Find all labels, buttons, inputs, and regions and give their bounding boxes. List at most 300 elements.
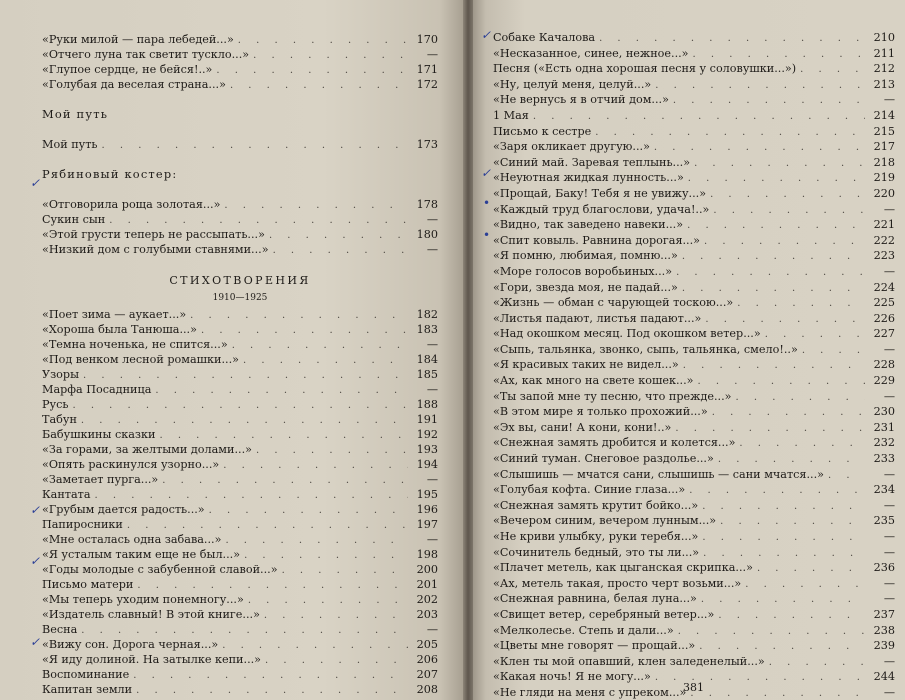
dot-leader — [273, 243, 408, 258]
dot-leader — [703, 546, 865, 562]
toc-entry — [42, 592, 438, 607]
toc-entry — [42, 577, 438, 592]
toc-entry — [493, 623, 895, 639]
right-contents-list — [493, 30, 895, 700]
entry-page-number: 222 — [873, 233, 895, 247]
toc-entry — [42, 457, 438, 472]
entry-title: «Я красивых таких не видел...» — [493, 358, 679, 372]
toc-entry — [42, 502, 438, 517]
toc-entry — [42, 322, 438, 337]
dot-leader — [694, 156, 865, 172]
toc-entry — [493, 139, 895, 155]
entry-title: Собаке Качалова — [493, 31, 596, 44]
entry-page-number: 218 — [873, 155, 895, 169]
entry-title: «Поет зима — аукает...» — [42, 308, 187, 321]
entry-page-number: 210 — [873, 31, 895, 44]
toc-entry — [493, 560, 895, 576]
entry-page-number: — — [426, 213, 438, 226]
toc-entry — [493, 357, 895, 373]
section-years: 1910—1925 — [212, 293, 268, 303]
entry-title: «Темна ноченька, не спится...» — [42, 338, 228, 351]
section-title: СТИХОТВОРЕНИЯ — [169, 274, 311, 287]
toc-entry — [42, 197, 438, 212]
toc-entry — [493, 295, 895, 311]
dot-leader — [81, 413, 408, 428]
entry-title: Капитан земли — [42, 683, 133, 696]
entry-page-number: 193 — [416, 443, 438, 456]
pen-dot-icon: • — [483, 228, 491, 242]
entry-title: «Низкий дом с голубыми ставнями...» — [42, 243, 269, 256]
entry-page-number: 196 — [416, 503, 438, 516]
toc-entry — [493, 77, 895, 93]
entry-title: «Море голосов воробьиных...» — [493, 264, 673, 278]
toc-entry — [493, 217, 895, 233]
dot-leader — [689, 483, 865, 499]
dot-leader — [224, 198, 408, 213]
toc-entry — [42, 242, 438, 257]
entry-title: «Не гляди на меня с упреком...» — [493, 685, 687, 699]
entry-title: «Хороша была Танюша...» — [42, 323, 197, 336]
dot-leader — [682, 249, 865, 265]
entry-page-number: 208 — [416, 683, 438, 696]
entry-page-number: 219 — [873, 171, 895, 185]
dot-leader — [673, 93, 865, 109]
spacer — [42, 152, 438, 167]
dot-leader — [688, 171, 865, 187]
entry-title: «Голубая кофта. Синие глаза...» — [493, 483, 686, 497]
entry-page-number: — — [883, 685, 895, 699]
dot-leader — [264, 608, 408, 623]
entry-title: «Не криви улыбку, руки теребя...» — [493, 530, 699, 543]
toc-entry — [493, 607, 895, 623]
entry-page-number: 201 — [416, 578, 438, 591]
toc-entry — [493, 467, 895, 483]
entry-title: «За горами, за желтыми долами...» — [42, 443, 252, 456]
toc-entry — [493, 591, 895, 607]
dot-leader — [72, 398, 408, 413]
entry-title: «Какая ночь! Я не могу...» — [493, 670, 651, 684]
pen-checkmark-icon: ✓ — [481, 166, 492, 180]
entry-page-number: 223 — [873, 249, 895, 263]
dot-leader — [705, 312, 865, 328]
entry-page-number: — — [426, 473, 438, 486]
dot-leader — [209, 503, 408, 518]
entry-page-number: 207 — [416, 668, 438, 681]
entry-title: «Гори, звезда моя, не падай...» — [493, 280, 678, 294]
dot-leader — [720, 514, 865, 530]
toc-entry — [493, 248, 895, 264]
entry-title: «Свищет ветер, серебряный ветер...» — [493, 607, 715, 621]
toc-entry — [42, 607, 438, 622]
entry-page-number: 234 — [873, 483, 895, 497]
toc-entry — [493, 46, 895, 62]
entry-page-number: 191 — [416, 413, 438, 426]
entry-title: «Глупое сердце, не бейся!..» — [42, 63, 213, 76]
book-gutter — [463, 0, 473, 700]
entry-title: «Видно, так заведено навеки...» — [493, 218, 684, 232]
dot-leader — [256, 443, 408, 458]
entry-page-number: 178 — [416, 198, 438, 211]
dot-leader — [690, 686, 865, 700]
entry-page-number: 180 — [416, 228, 438, 241]
toc-entry — [42, 227, 438, 242]
toc-entry — [493, 545, 895, 561]
entry-title: «Неуютная жидкая лунность...» — [493, 171, 684, 185]
entry-page-number: 205 — [416, 638, 438, 651]
entry-title: «Под венком лесной ромашки...» — [42, 353, 239, 366]
entry-page-number: — — [426, 383, 438, 396]
toc-entry — [42, 427, 438, 442]
dot-leader — [265, 653, 408, 668]
toc-entry — [493, 264, 895, 280]
entry-page-number: 211 — [873, 46, 895, 60]
spacer — [42, 182, 438, 197]
entry-title: Кантата — [42, 488, 91, 501]
dot-leader — [162, 473, 408, 488]
entry-page-number: 194 — [416, 458, 438, 471]
entry-title: «Вижу сон. Дорога черная...» — [42, 638, 219, 651]
pen-checkmark-icon: ✓ — [30, 503, 41, 517]
dot-leader — [699, 639, 865, 655]
entry-page-number: — — [426, 48, 438, 61]
toc-entry — [42, 212, 438, 227]
pen-checkmark-icon: ✓ — [30, 554, 41, 568]
toc-entry — [493, 389, 895, 405]
entry-title: «Каждый труд благослови, удача!..» — [493, 202, 710, 216]
dot-leader — [216, 63, 408, 78]
toc-entry — [493, 108, 895, 124]
entry-title: «Годы молодые с забубенной славой...» — [42, 563, 278, 576]
entry-page-number: 220 — [873, 186, 895, 200]
entry-page-number: 170 — [416, 33, 438, 46]
toc-entry — [493, 280, 895, 296]
toc-entry — [493, 170, 895, 186]
dot-leader — [702, 499, 865, 515]
entry-page-number: 232 — [873, 436, 895, 450]
dot-leader — [687, 218, 865, 234]
entry-title: «В этом мире я только прохожий...» — [493, 405, 708, 419]
entry-title: «Грубым дается радость...» — [42, 503, 205, 516]
dot-leader — [682, 281, 865, 297]
right-page — [473, 0, 905, 700]
entry-page-number: 172 — [416, 78, 438, 91]
dot-leader — [678, 624, 865, 640]
entry-page-number: — — [883, 264, 895, 278]
entry-page-number: — — [883, 592, 895, 606]
dot-leader — [765, 327, 865, 343]
entry-title: «Снежная равнина, белая луна...» — [493, 592, 697, 606]
entry-page-number: — — [883, 389, 895, 403]
entry-title: Весна — [42, 623, 78, 636]
entry-title: «Я усталым таким еще не был...» — [42, 548, 241, 561]
entry-page-number: 231 — [873, 420, 895, 434]
entry-title: «Отчего луна так светит тускло...» — [42, 48, 250, 61]
entry-title: «Я помню, любимая, помню...» — [493, 249, 678, 263]
entry-title: «Не вернусь я в отчий дом...» — [493, 93, 669, 107]
toc-entry — [493, 61, 895, 77]
dot-leader — [718, 608, 865, 624]
dot-leader — [595, 125, 865, 141]
entry-page-number: 200 — [416, 563, 438, 576]
dot-leader — [745, 577, 865, 593]
dot-leader — [800, 62, 865, 78]
spacer — [42, 92, 438, 107]
dot-leader — [654, 140, 865, 156]
entry-title: Мой путь — [42, 138, 98, 151]
entry-page-number: 171 — [416, 63, 438, 76]
entry-page-number: 215 — [873, 124, 895, 138]
entry-page-number: 236 — [873, 561, 895, 575]
entry-page-number: — — [883, 654, 895, 668]
entry-title: «Ну, целуй меня, целуй...» — [493, 77, 652, 91]
toc-entry — [42, 517, 438, 532]
dot-leader — [136, 683, 408, 698]
entry-title: «Прощай, Баку! Тебя я не увижу...» — [493, 186, 707, 200]
pen-checkmark-icon: ✓ — [30, 176, 41, 190]
toc-entry — [42, 397, 438, 412]
toc-entry — [493, 311, 895, 327]
left-contents-list — [42, 32, 438, 697]
toc-entry — [42, 307, 438, 322]
toc-entry — [42, 382, 438, 397]
dot-leader — [238, 33, 408, 48]
entry-title: «Мелколесье. Степь и дали...» — [493, 623, 674, 637]
toc-entry — [42, 442, 438, 457]
entry-page-number: 239 — [873, 639, 895, 653]
dot-leader — [533, 109, 865, 125]
entry-title: «Мы теперь уходим понемногу...» — [42, 593, 244, 606]
entry-page-number: 198 — [416, 548, 438, 561]
entry-page-number: 217 — [873, 140, 895, 154]
toc-entry — [493, 498, 895, 514]
entry-title: «Ах, метель такая, просто черт возьми...» — [493, 576, 742, 590]
dot-leader — [737, 296, 865, 312]
entry-page-number: 183 — [416, 323, 438, 336]
entry-title: «Я иду долиной. На затылке кепи...» — [42, 653, 262, 666]
entry-page-number: — — [426, 623, 438, 636]
entry-page-number: 238 — [873, 623, 895, 637]
dot-leader — [698, 374, 866, 390]
entry-page-number: — — [883, 342, 895, 356]
toc-entry — [493, 638, 895, 654]
entry-page-number: 235 — [873, 514, 895, 528]
entry-title: Воспоминание — [42, 668, 130, 681]
dot-leader — [159, 428, 408, 443]
entry-page-number: 203 — [416, 608, 438, 621]
entry-page-number: 213 — [873, 77, 895, 91]
entry-title: «Вечером синим, вечером лунным...» — [493, 514, 717, 528]
dot-leader — [253, 48, 408, 63]
dot-leader — [109, 213, 408, 228]
dot-leader — [713, 203, 865, 219]
entry-title: Русь — [42, 398, 69, 411]
dot-leader — [223, 458, 408, 473]
entry-title: «Ах, как много на свете кошек...» — [493, 374, 694, 388]
dot-leader — [81, 623, 408, 638]
entry-page-number: 206 — [416, 653, 438, 666]
entry-title: Сукин сын — [42, 213, 106, 226]
entry-page-number: 182 — [416, 308, 438, 321]
dot-leader — [133, 668, 408, 683]
toc-entry — [493, 654, 895, 670]
toc-entry — [493, 404, 895, 420]
entry-title: «Слышишь — мчатся сани, слышишь — сани мчатся...» — [493, 467, 824, 481]
entry-title: «Жизнь — обман с чарующей тоскою...» — [493, 296, 734, 310]
toc-entry — [42, 352, 438, 367]
entry-title: «Отговорила роща золотая...» — [42, 198, 221, 211]
toc-entry — [42, 547, 438, 562]
dot-leader — [83, 368, 408, 383]
dot-leader — [225, 533, 408, 548]
toc-entry — [42, 667, 438, 682]
entry-page-number: 195 — [416, 488, 438, 501]
entry-page-number: — — [426, 338, 438, 351]
entry-title: «Сыпь, тальянка, звонко, сыпь, тальянка, смело!..» — [493, 342, 798, 356]
entry-title: Табун — [42, 413, 77, 426]
entry-page-number: 202 — [416, 593, 438, 606]
entry-page-number: 233 — [873, 452, 895, 466]
entry-page-number: — — [883, 545, 895, 559]
toc-entry — [42, 32, 438, 47]
entry-page-number: — — [883, 467, 895, 481]
dot-leader — [232, 338, 408, 353]
pen-checkmark-icon: ✓ — [481, 28, 492, 42]
dot-leader — [243, 353, 408, 368]
toc-entry — [42, 487, 438, 502]
entry-page-number: 212 — [873, 62, 895, 76]
entry-title: «Листья падают, листья падают...» — [493, 311, 702, 325]
toc-entry — [42, 472, 438, 487]
toc-entry — [42, 622, 438, 637]
entry-page-number: 224 — [873, 280, 895, 294]
toc-entry — [42, 532, 438, 547]
dot-leader — [769, 655, 865, 671]
entry-title: 1 Мая — [493, 108, 529, 122]
toc-entry — [493, 435, 895, 451]
toc-entry — [493, 186, 895, 202]
toc-entry — [42, 682, 438, 697]
dot-leader — [222, 638, 408, 653]
dot-leader — [683, 358, 865, 374]
entry-title: «Плачет метель, как цыганская скрипка...» — [493, 561, 753, 575]
toc-entry — [42, 637, 438, 652]
entry-page-number: — — [883, 530, 895, 543]
spacer — [42, 257, 438, 272]
pen-dot-icon: • — [483, 196, 491, 210]
entry-title: «Заметает пурга...» — [42, 473, 159, 486]
dot-leader — [190, 308, 408, 323]
entry-title: «Над окошком месяц. Под окошком ветер...» — [493, 327, 761, 341]
section-heading: Мой путь — [42, 107, 109, 121]
entry-page-number: — — [883, 202, 895, 216]
dot-leader — [739, 436, 865, 452]
entry-title: «Мне осталась одна забава...» — [42, 533, 222, 546]
toc-entry — [493, 482, 895, 498]
dot-leader — [248, 593, 408, 608]
dot-leader — [712, 405, 865, 421]
entry-page-number: — — [426, 243, 438, 256]
dot-leader — [693, 47, 865, 63]
entry-page-number: 185 — [416, 368, 438, 381]
dot-leader — [102, 138, 408, 153]
entry-page-number: 173 — [416, 138, 438, 151]
entry-page-number: 229 — [873, 374, 895, 388]
spacer — [42, 122, 438, 137]
entry-title: Узоры — [42, 368, 79, 381]
entry-title: «Спит ковыль. Равнина дорогая...» — [493, 233, 701, 247]
entry-title: Марфа Посадница — [42, 383, 152, 396]
entry-page-number: — — [883, 93, 895, 107]
toc-entry — [493, 529, 895, 545]
entry-title: «Руки милой — пара лебедей...» — [42, 33, 234, 46]
entry-page-number: 184 — [416, 353, 438, 366]
entry-title: «Цветы мне говорят — прощай...» — [493, 639, 696, 653]
toc-entry — [493, 233, 895, 249]
toc-entry — [493, 326, 895, 342]
entry-title: «Синий май. Заревая теплынь...» — [493, 155, 691, 169]
toc-entry — [493, 513, 895, 529]
toc-entry — [42, 652, 438, 667]
entry-title: «Синий туман. Снеговое раздолье...» — [493, 452, 714, 466]
entry-title: Песня («Есть одна хорошая песня у соловушки...») — [493, 62, 797, 76]
entry-page-number: — — [426, 533, 438, 546]
dot-leader — [137, 578, 408, 593]
dot-leader — [201, 323, 408, 338]
entry-title: «Заря окликает другую...» — [493, 140, 650, 154]
dot-leader — [704, 234, 865, 250]
entry-title: Папиросники — [42, 518, 123, 531]
toc-entry — [493, 342, 895, 358]
dot-leader — [676, 265, 865, 281]
toc-entry — [493, 92, 895, 108]
toc-entry — [493, 202, 895, 218]
toc-entry — [493, 124, 895, 140]
entry-page-number: 227 — [873, 327, 895, 341]
entry-title: «Опять раскинулся узорно...» — [42, 458, 220, 471]
dot-leader — [269, 228, 408, 243]
dot-leader — [155, 383, 408, 398]
entry-title: «Снежная замять крутит бойко...» — [493, 498, 699, 512]
dot-leader — [230, 78, 408, 93]
entry-title: Письмо матери — [42, 578, 134, 591]
dot-leader — [675, 421, 865, 437]
entry-page-number: 237 — [873, 607, 895, 621]
entry-title: «Сочинитель бедный, это ты ли...» — [493, 545, 700, 559]
toc-entry — [493, 155, 895, 171]
toc-entry — [42, 47, 438, 62]
entry-page-number: 230 — [873, 405, 895, 419]
toc-entry — [42, 77, 438, 92]
entry-title: «Снежная замять дробится и колется...» — [493, 436, 736, 450]
dot-leader — [828, 468, 865, 484]
entry-page-number: 226 — [873, 311, 895, 325]
dot-leader — [127, 518, 408, 533]
entry-title: Письмо к сестре — [493, 124, 592, 138]
section-heading: Рябиновый костер: — [42, 167, 178, 181]
entry-title: «Издатель славный! В этой книге...» — [42, 608, 260, 621]
toc-entry — [42, 62, 438, 77]
toc-entry — [493, 373, 895, 389]
entry-title: «Эх вы, сани! А кони, кони!..» — [493, 420, 672, 434]
dot-leader — [702, 530, 865, 546]
pen-checkmark-icon: ✓ — [30, 635, 41, 649]
toc-entry — [493, 30, 895, 46]
entry-page-number: 214 — [873, 108, 895, 122]
dot-leader — [599, 31, 865, 47]
dot-leader — [736, 390, 866, 406]
entry-page-number: 244 — [873, 670, 895, 684]
entry-page-number: 221 — [873, 218, 895, 232]
